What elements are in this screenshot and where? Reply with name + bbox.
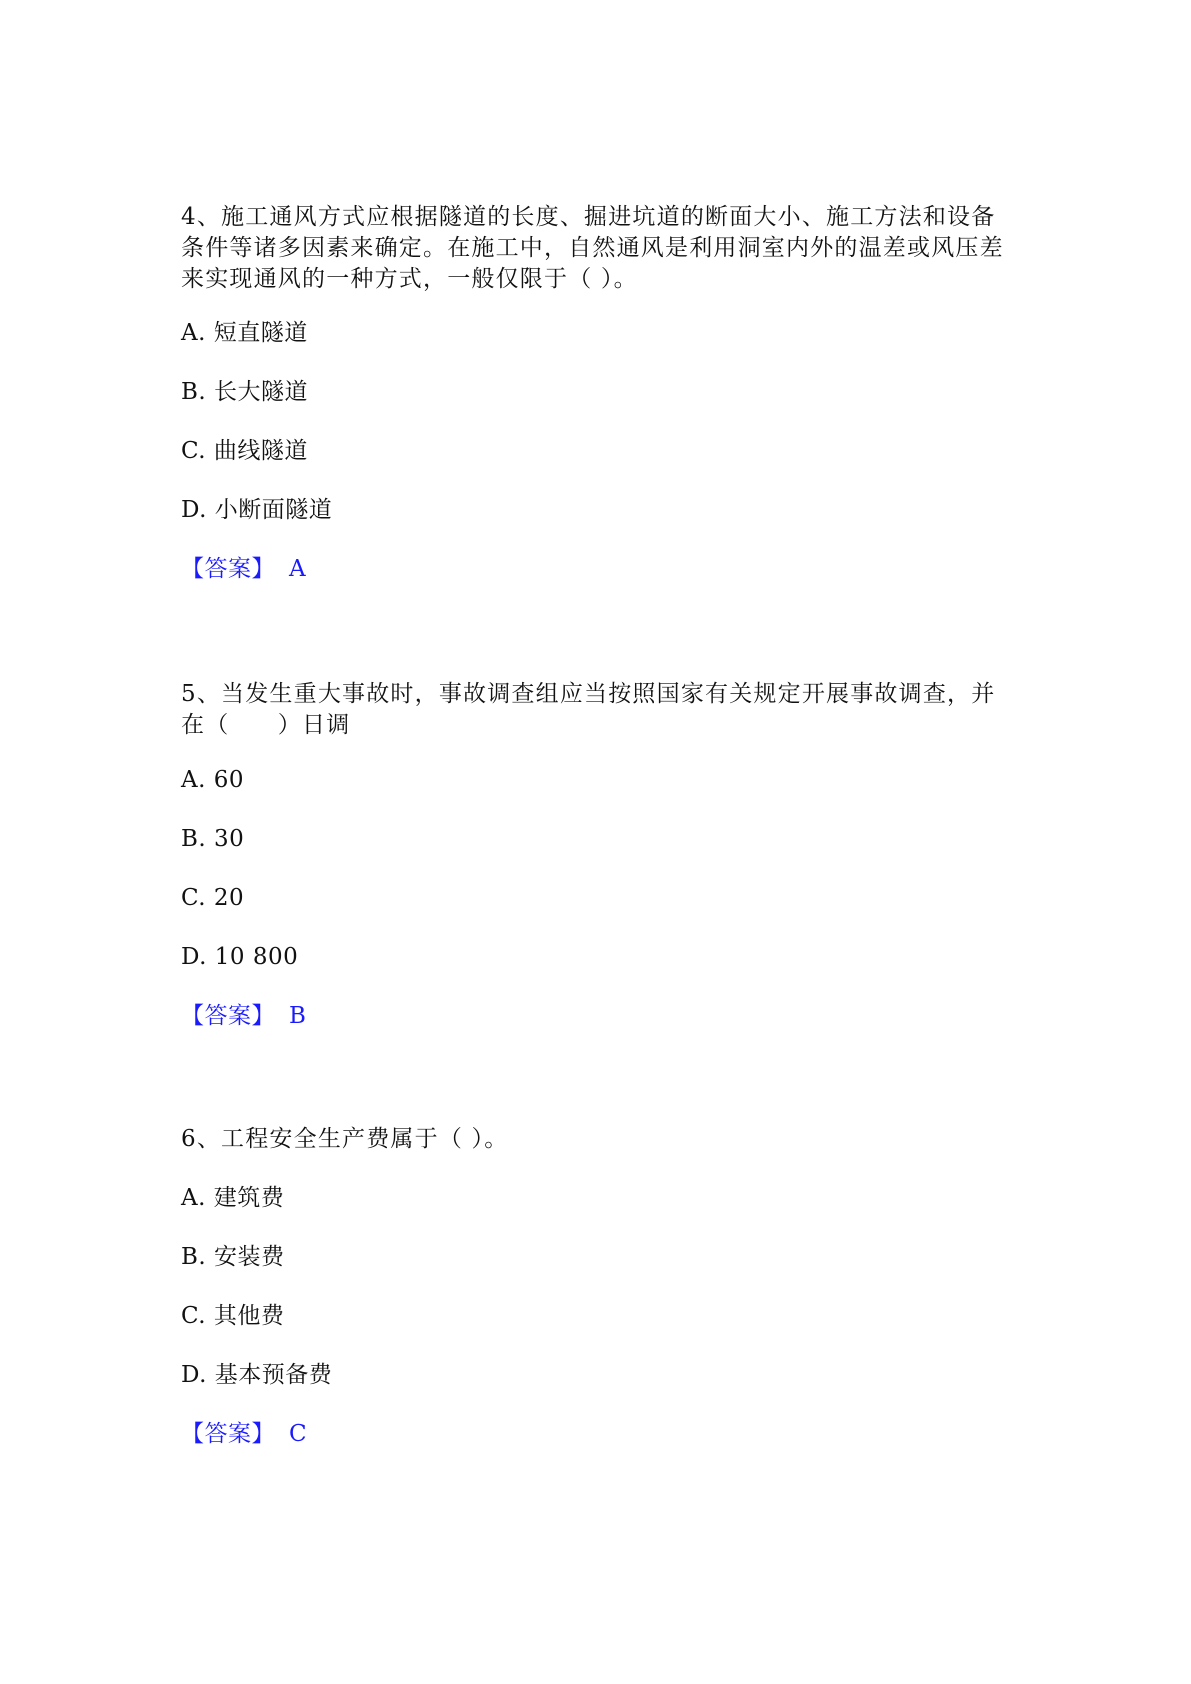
option-c: C. 其他费 bbox=[181, 1303, 285, 1329]
answer-label: 【答案】 bbox=[181, 1421, 275, 1447]
question-4 bbox=[181, 202, 1011, 582]
answer-value: C bbox=[289, 1421, 308, 1447]
option-a: A. 60 bbox=[181, 767, 244, 793]
answer-label: 【答案】 bbox=[181, 1003, 275, 1029]
option-b: B. 30 bbox=[181, 826, 245, 852]
option-a: A. 建筑费 bbox=[181, 1185, 285, 1211]
option-c: C. 20 bbox=[181, 885, 245, 911]
option-d: D. 小断面隧道 bbox=[181, 497, 333, 523]
answer bbox=[181, 1419, 307, 1450]
option-b: B. 长大隧道 bbox=[181, 379, 309, 405]
answer-value: B bbox=[289, 1003, 307, 1029]
option-a: A. 短直隧道 bbox=[181, 320, 308, 346]
option-b: B. 安装费 bbox=[181, 1244, 285, 1270]
answer-value: A bbox=[289, 556, 307, 582]
question-stem: 5、当发生重大事故时，事故调查组应当按照国家有关规定开展事故调查，并在（ ）日调 bbox=[181, 681, 996, 738]
option-d: D. 基本预备费 bbox=[181, 1362, 333, 1388]
question-stem: 6、工程安全生产费属于（ ）。 bbox=[181, 1126, 509, 1152]
question-stem: 4、施工通风方式应根据隧道的长度、掘进坑道的断面大小、施工方法和设备条件等诸多因素来确定。在施工中，自然通风是利用洞室内外的温差或风压差来实现通风的一种方式，一般仅限于（ ）。 bbox=[181, 204, 1004, 292]
answer bbox=[181, 1001, 306, 1032]
question-5 bbox=[181, 679, 1011, 1029]
answer-label: 【答案】 bbox=[181, 556, 275, 582]
question-6 bbox=[181, 1124, 1011, 1447]
answer bbox=[181, 554, 306, 585]
option-d: D. 10 800 bbox=[181, 944, 299, 970]
option-c: C. 曲线隧道 bbox=[181, 438, 308, 464]
